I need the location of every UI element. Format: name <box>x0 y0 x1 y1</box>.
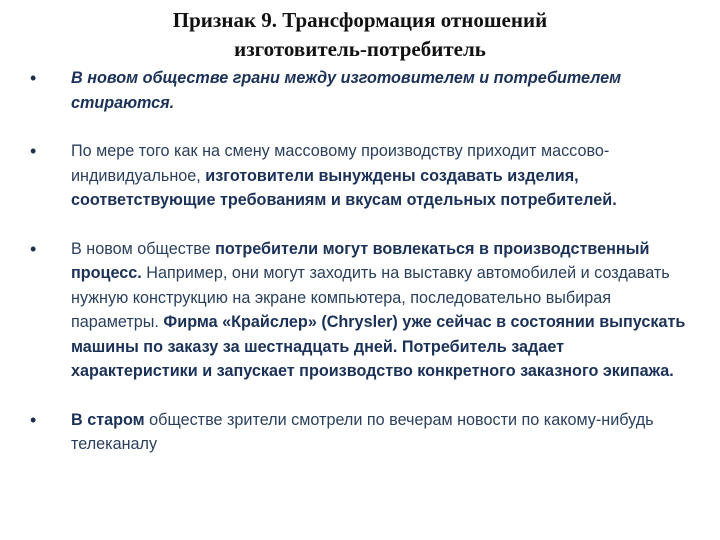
bullet-list <box>0 66 720 457</box>
bullet-2-text-b: изготовители вынуждены создавать изделия, соответствующие требованиям и вкусам отдельных потребителей. <box>71 166 617 209</box>
bullet-4-text-a: В старом <box>71 410 145 429</box>
bullet-marker: • <box>30 409 37 430</box>
bullet-1-text: В новом обществе грани между изготовителем и потребителем стираются. <box>71 69 622 112</box>
bullet-3-text-b: потребители могут вовлекаться в производственный процесс. <box>71 239 650 282</box>
bullet-4-text-b: обществе зрители смотрели по вечерам новости по какому-нибудь телеканалу <box>71 410 654 453</box>
bullet-marker: • <box>30 68 37 88</box>
bullet-marker: • <box>30 141 37 161</box>
bullet-3-text-c: Например, они могут заходить на выставку автомобилей и создавать нужную конструкцию на экране компьютера, последовательно выбирая параметры. <box>71 264 670 331</box>
title-line-2: изготовитель-потребитель <box>234 37 486 61</box>
title-line-1: Признак 9. Трансформация отношений <box>172 8 548 32</box>
bullet-3-text-a: В новом обществе <box>71 239 216 258</box>
bullet-item-1 <box>0 66 720 115</box>
bullet-item-4 <box>0 408 720 457</box>
slide-title <box>40 6 680 64</box>
bullet-item-3 <box>0 237 720 384</box>
bullet-2-text-a: По мере того как на смену массовому производству приходит массово-индивидуальное, <box>71 142 610 185</box>
bullet-item-2 <box>0 139 720 213</box>
bullet-3-text-d: Фирма «Крайслер» (Chrysler) уже сейчас в состоянии выпускать машины по заказу за шестнадцать дней. Потребитель задает характеристики и запускает производство конкретного заказного экипажа. <box>71 313 686 380</box>
bullet-marker: • <box>30 238 37 259</box>
